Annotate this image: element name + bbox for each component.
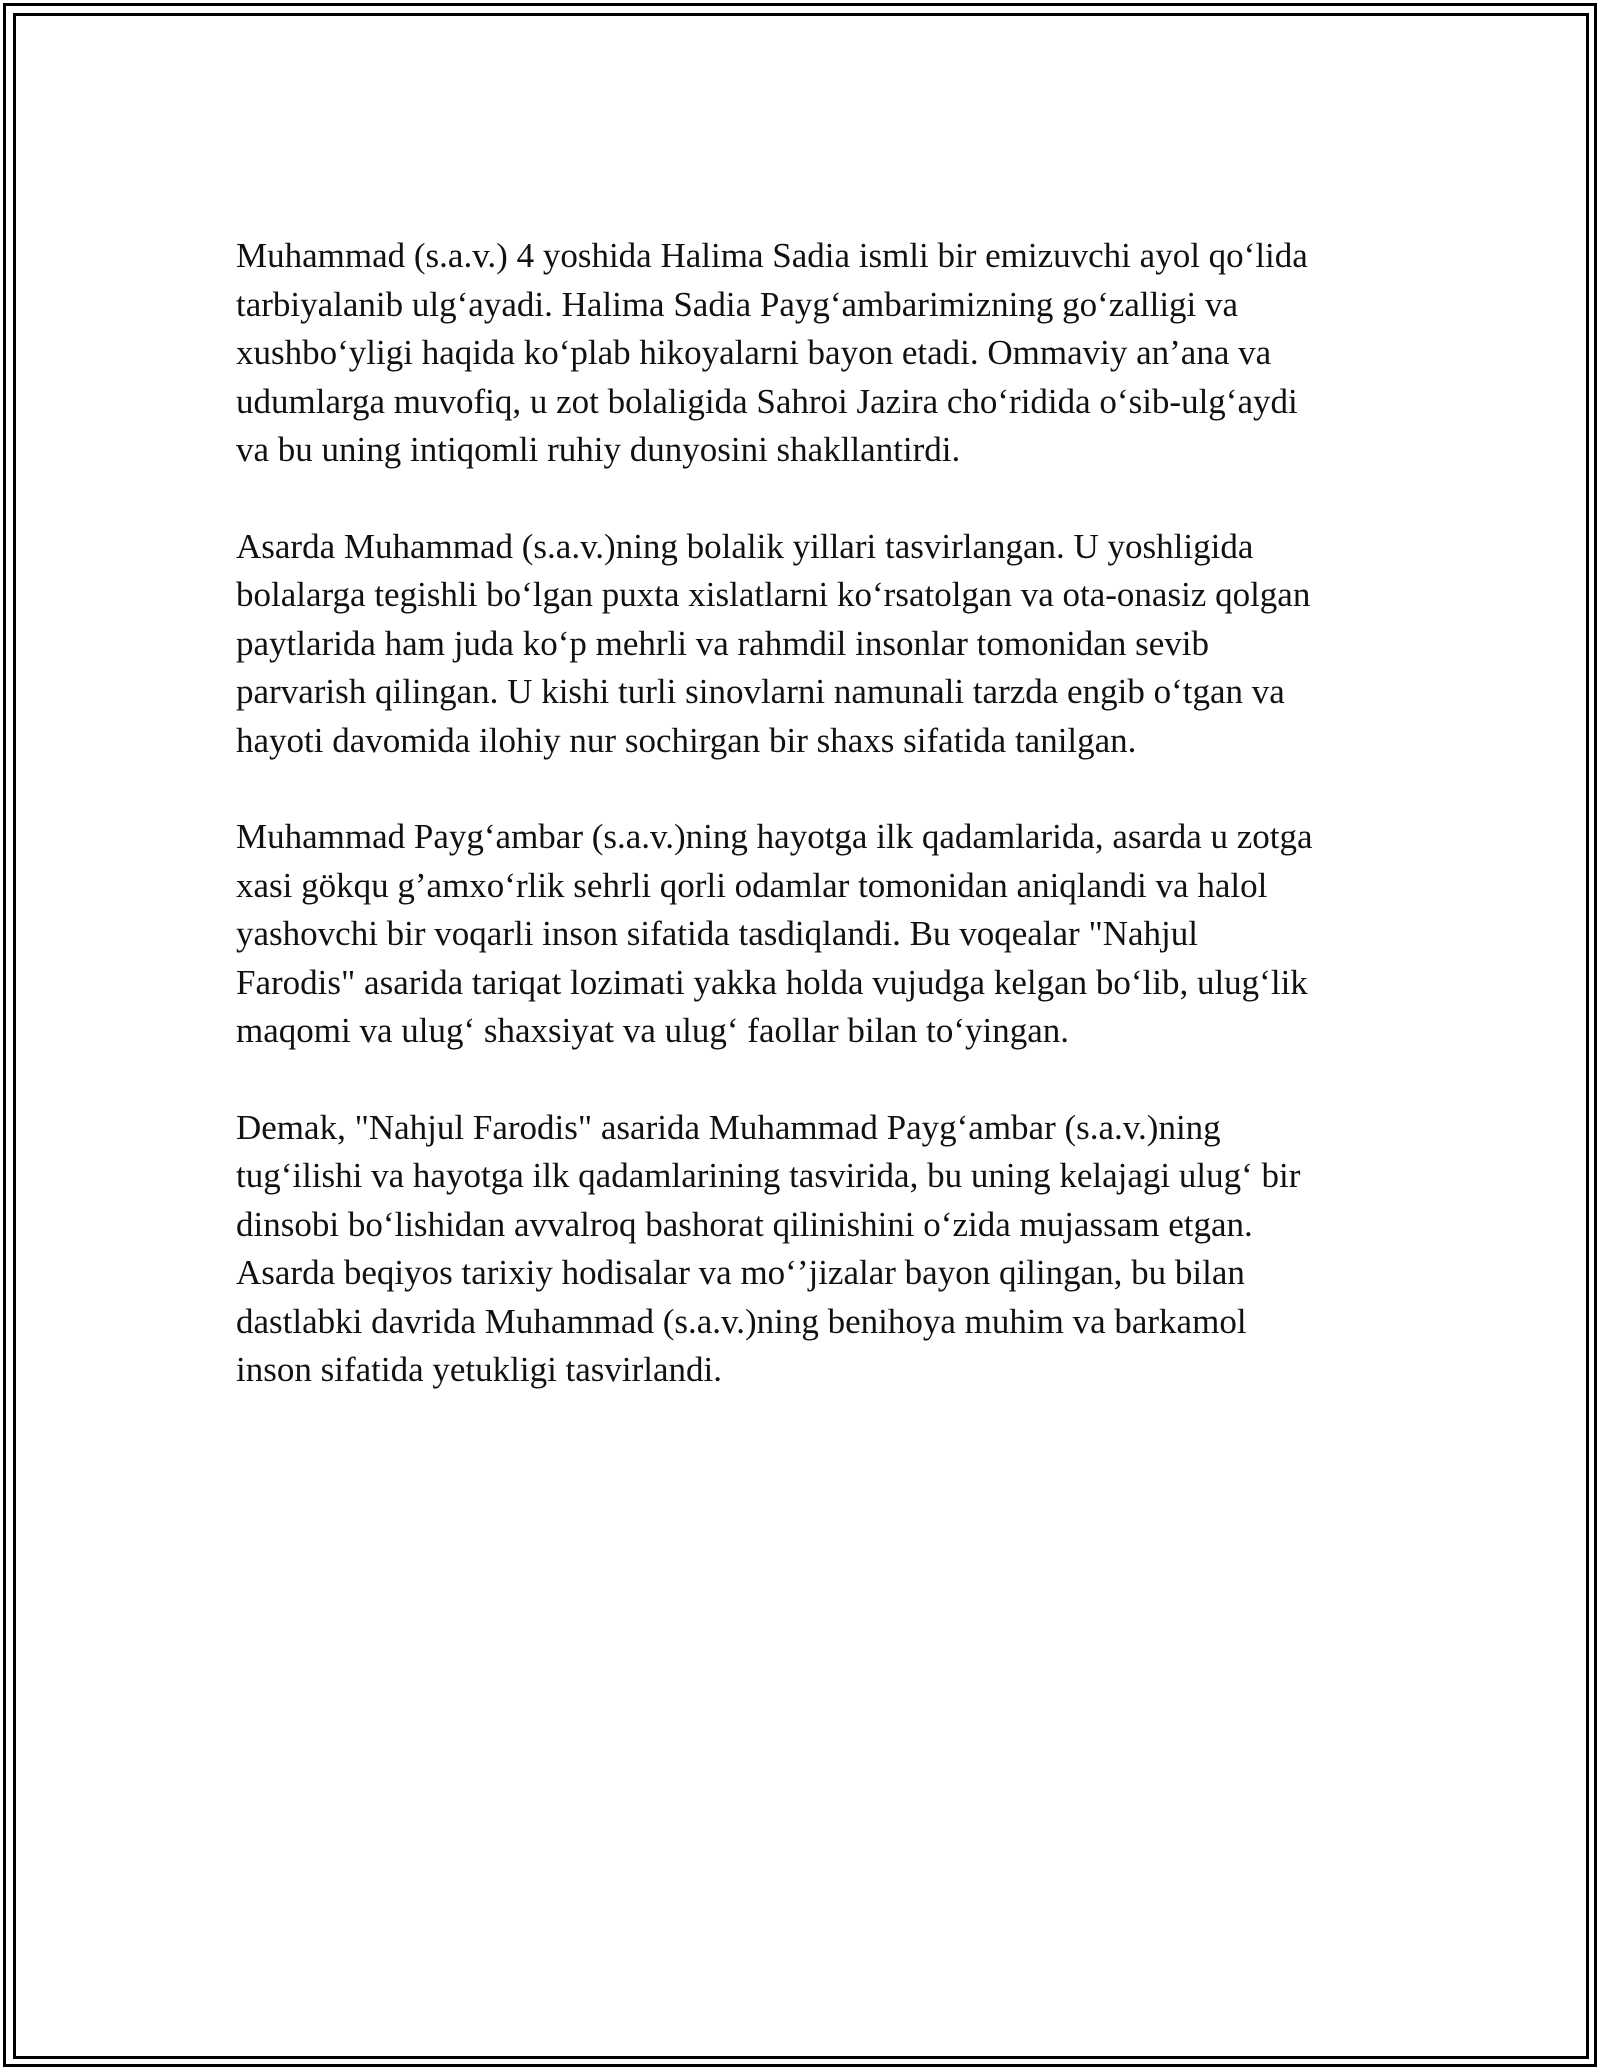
document-body xyxy=(236,232,1386,1443)
paragraph-3: Muhammad Payg‘ambar (s.a.v.)ning hayotga ilk qadamlarida, asarda u zotga xasi gökqu g’amxo‘rlik sehrli qorli odamlar tomonidan aniqlandi va halol yashovchi bir voqarli inson sifatida tasdiqlandi. Bu voqealar "Nahjul Farodis" asarida tariqat lozimati yakka holda vujudga kelgan bo‘lib, ulug‘lik maqomi va ulug‘ shaxsiyat va ulug‘ faollar bilan to‘yingan. xyxy=(236,817,1313,1050)
paragraph-4: Demak, "Nahjul Farodis" asarida Muhammad Payg‘ambar (s.a.v.)ning tug‘ilishi va hayotga ilk qadamlarining tasvirida, bu uning kelajagi ulug‘ bir dinsobi bo‘lishidan avvalroq bashorat qilinishini o‘zida mujassam etgan. Asarda beqiyos tarixiy hodisalar va mo‘’jizalar bayon qilingan, bu bilan dastlabki davrida Muhammad (s.a.v.)ning benihoya muhim va barkamol inson sifatida yetukligi tasvirlandi. xyxy=(236,1107,1301,1389)
paragraph-1: Muhammad (s.a.v.) 4 yoshida Halima Sadia ismli bir emizuvchi ayol qo‘lida tarbiyalanib ulg‘ayadi. Halima Sadia Payg‘ambarimizning go‘zalligi va xushbo‘yligi haqida ko‘plab hikoyalarni bayon etadi. Ommaviy an’ana va udumlarga muvofiq, u zot bolaligida Sahroi Jazira cho‘ridida o‘sib-ulg‘aydi va bu uning intiqomli ruhiy dunyosini shakllantirdi. xyxy=(236,236,1308,469)
paragraph-2: Asarda Muhammad (s.a.v.)ning bolalik yillari tasvirlangan. U yoshligida bolalarga tegishli bo‘lgan puxta xislatlarni ko‘rsatolgan va ota-onasiz qolgan paytlarida ham juda ko‘p mehrli va rahmdil insonlar tomonidan sevib parvarish qilingan. U kishi turli sinovlarni namunali tarzda engib o‘tgan va hayoti davomida ilohiy nur sochirgan bir shaxs sifatida tanilgan. xyxy=(236,526,1311,760)
